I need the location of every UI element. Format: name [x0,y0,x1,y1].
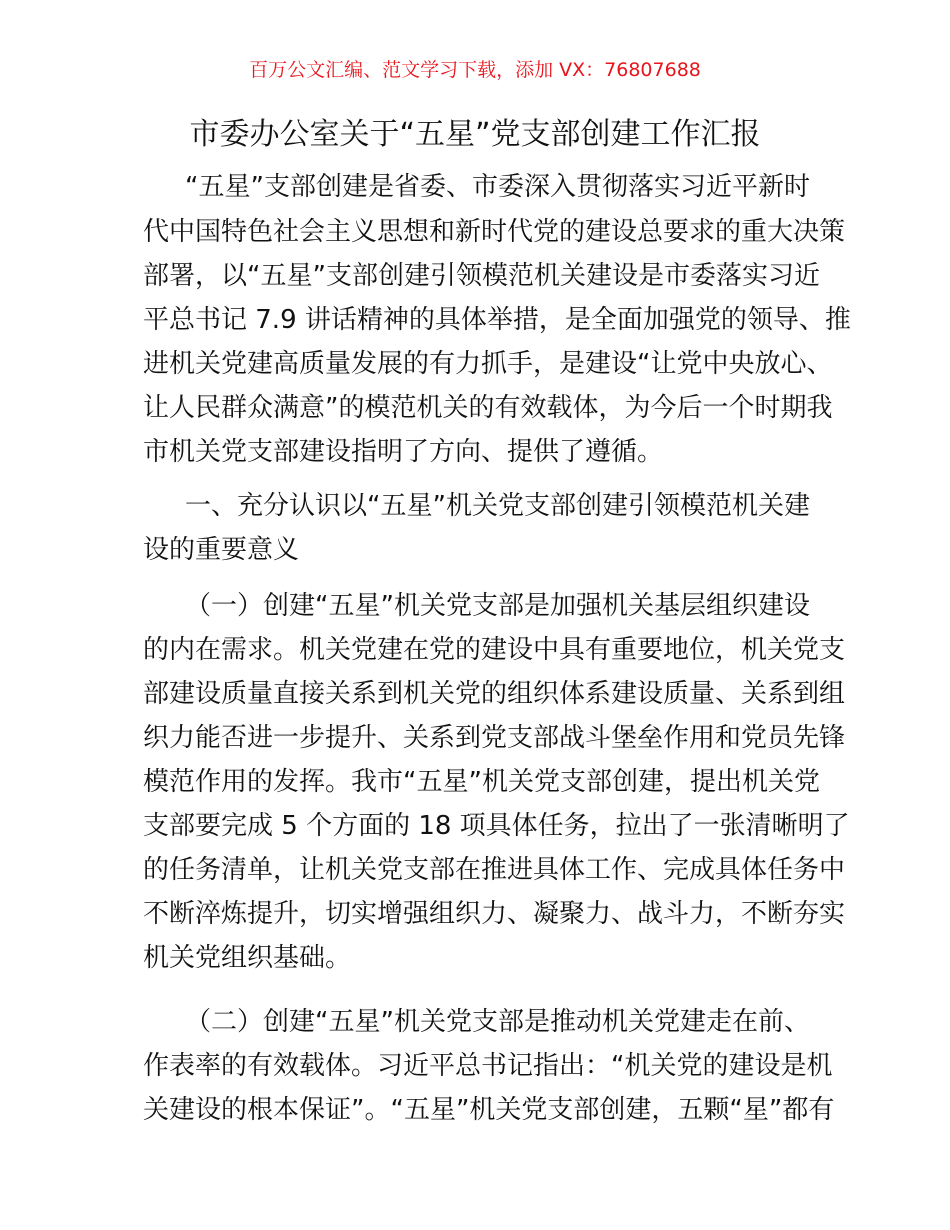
paragraph-line: 织力能否进一步提升、关系到党支部战斗堡垒作用和党员先锋 [143,723,846,753]
section-heading: 一、充分认识以“五星”机关党支部创建引领模范机关建 [185,491,810,521]
paragraph-line: 机关党组织基础。 [143,943,352,973]
paragraph-line: 作表率的有效载体。习近平总书记指出：“机关党的建设是机 [143,1051,833,1081]
paragraph-line: 部署，以“五星”支部创建引领模范机关建设是市委落实习近 [143,261,820,291]
document-title: 市委办公室关于“五星”党支部创建工作汇报 [189,117,761,152]
paragraph-line: 进机关党建高质量发展的有力抓手，是建设“让党中央放心、 [143,349,833,379]
paragraph-line: 代中国特色社会主义思想和新时代党的建设总要求的重大决策 [143,217,846,247]
paragraph-line: “五星”支部创建是省委、市委深入贯彻落实习近平新时 [185,172,810,202]
paragraph-line: （二）创建“五星”机关党支部是推动机关党建走在前、 [185,1007,810,1037]
paragraph-line: 让人民群众满意”的模范机关的有效载体，为今后一个时期我 [143,393,833,423]
watermark-header: 百万公文汇编、范文学习下载，添加 VX：76807688 [249,59,701,81]
paragraph-line: 的内在需求。机关党建在党的建设中具有重要地位，机关党支 [143,635,846,665]
paragraph-line: 市机关党支部建设指明了方向、提供了遵循。 [143,437,664,467]
paragraph-line: 平总书记 7.9 讲话精神的具体举措，是全面加强党的领导、推 [143,305,851,335]
paragraph-line: 关建设的根本保证”。“五星”机关党支部创建，五颗“星”都有 [143,1095,835,1125]
paragraph-line: （一）创建“五星”机关党支部是加强机关基层组织建设 [185,591,810,621]
section-heading: 设的重要意义 [143,535,300,565]
paragraph-line: 部建设质量直接关系到机关党的组织体系建设质量、关系到组 [143,679,846,709]
paragraph-line: 支部要完成 5 个方面的 18 项具体任务，拉出了一张清晰明了 [143,811,850,841]
paragraph-line: 的任务清单，让机关党支部在推进具体工作、完成具体任务中 [143,855,846,885]
paragraph-line: 不断淬炼提升，切实增强组织力、凝聚力、战斗力，不断夯实 [143,899,846,929]
paragraph-line: 模范作用的发挥。我市“五星”机关党支部创建，提出机关党 [143,767,820,797]
